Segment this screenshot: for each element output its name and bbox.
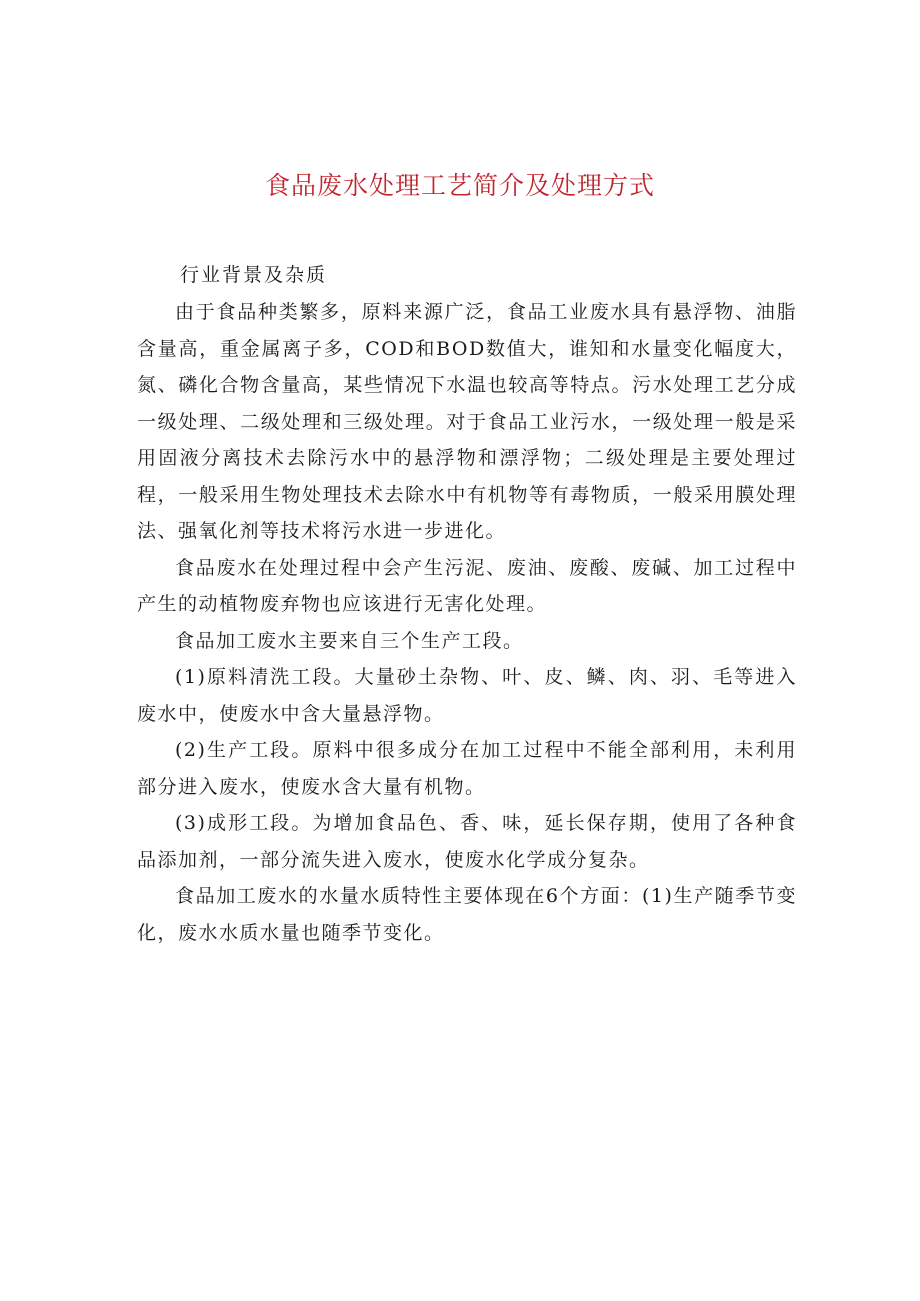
paragraph: 食品加工废水的水量水质特性主要体现在6个方面：(1)生产随季节变化，废水水质水量也随季节变化。 xyxy=(137,885,797,944)
document-title: 食品废水处理工艺简介及处理方式 xyxy=(264,171,655,200)
paragraph: 食品加工废水主要来自三个生产工段。 xyxy=(175,629,524,652)
paragraph: 由于食品种类繁多，原料来源广泛，食品工业废水具有悬浮物、油脂含量高，重金属离子多，COD和BOD数值大，谁知和水量变化幅度大，氮、磷化合物含量高，某些情况下水温也较高等特点。污水处理工艺分成一级处理、二级处理和三级处理。对于食品工业污水，一级处理一般是采用固液分离技术去除污水中的悬浮物和漂浮物；二级处理是主要处理过程，一般采用生物处理技术去除水中有机物等有毒物质，一般采用膜处理法、强氧化剂等技术将污水进一步进化。 xyxy=(137,301,797,542)
document-body xyxy=(137,294,797,951)
paragraph: (1)原料清洗工段。大量砂土杂物、叶、皮、鳞、肉、羽、毛等进入废水中，使废水中含大量悬浮物。 xyxy=(137,666,797,725)
paragraph: 食品废水在处理过程中会产生污泥、废油、废酸、废碱、加工过程中产生的动植物废弃物也应该进行无害化处理。 xyxy=(137,556,797,615)
section-heading: 行业背景及杂质 xyxy=(180,264,328,286)
paragraph: (2)生产工段。原料中很多成分在加工过程中不能全部利用，未利用部分进入废水，使废水含大量有机物。 xyxy=(137,739,797,798)
paragraph: (3)成形工段。为增加食品色、香、味，延长保存期，使用了各种食品添加剂，一部分流失进入废水，使废水化学成分复杂。 xyxy=(137,812,797,871)
